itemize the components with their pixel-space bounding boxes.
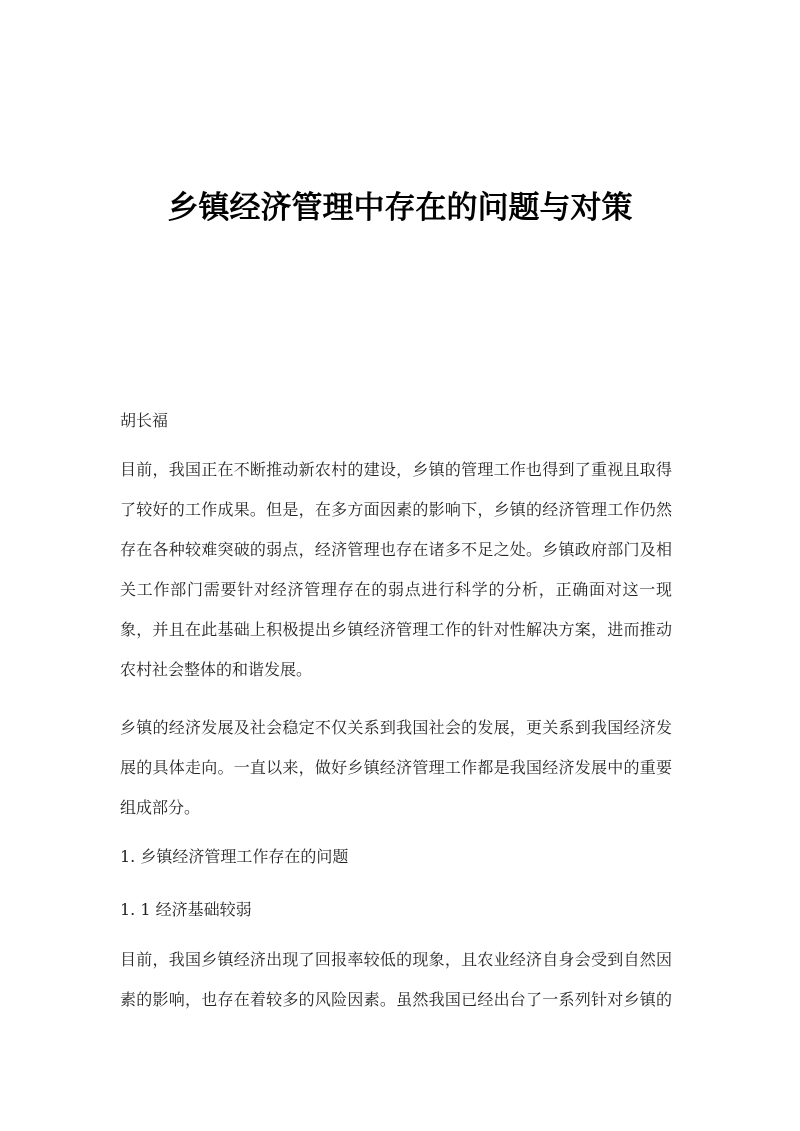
paragraph-line: 目前，我国正在不断推动新农村的建设，乡镇的管理工作也得到了重视且取得 xyxy=(120,460,672,479)
paragraph-line: 组成部分。 xyxy=(120,798,201,817)
paragraph-line: 了较好的工作成果。但是，在多方面因素的影响下，乡镇的经济管理工作仍然 xyxy=(120,500,672,519)
paragraph-line: 存在各种较难突破的弱点，经济管理也存在诸多不足之处。乡镇政府部门及相 xyxy=(120,540,672,559)
paragraph-line: 目前，我国乡镇经济出现了回报率较低的现象，且农业经济自身会受到自然因 xyxy=(120,950,672,969)
body-paragraph-economic-base xyxy=(120,940,672,1020)
document-title: 乡镇经济管理中存在的问题与对策 xyxy=(167,190,633,226)
body-paragraph-background xyxy=(120,708,672,828)
paragraph-line: 农村社会整体的和谐发展。 xyxy=(120,660,313,679)
author-name: 胡长福 xyxy=(120,411,169,430)
section-heading: 1. 乡镇经济管理工作存在的问题 xyxy=(120,847,349,866)
paragraph-line: 展的具体走向。一直以来，做好乡镇经济管理工作都是我国经济发展中的重要 xyxy=(120,758,672,777)
subsection-heading: 1. 1 经济基础较弱 xyxy=(120,900,252,919)
paragraph-line: 乡镇的经济发展及社会稳定不仅关系到我国社会的发展，更关系到我国经济发 xyxy=(120,718,672,737)
body-paragraph-intro xyxy=(120,450,672,690)
paragraph-line: 关工作部门需要针对经济管理存在的弱点进行科学的分析，正确面对这一现 xyxy=(120,580,672,599)
paragraph-line: 素的影响，也存在着较多的风险因素。虽然我国已经出台了一系列针对乡镇的 xyxy=(120,990,672,1009)
paragraph-line: 象，并且在此基础上积极提出乡镇经济管理工作的针对性解决方案，进而推动 xyxy=(120,620,672,639)
